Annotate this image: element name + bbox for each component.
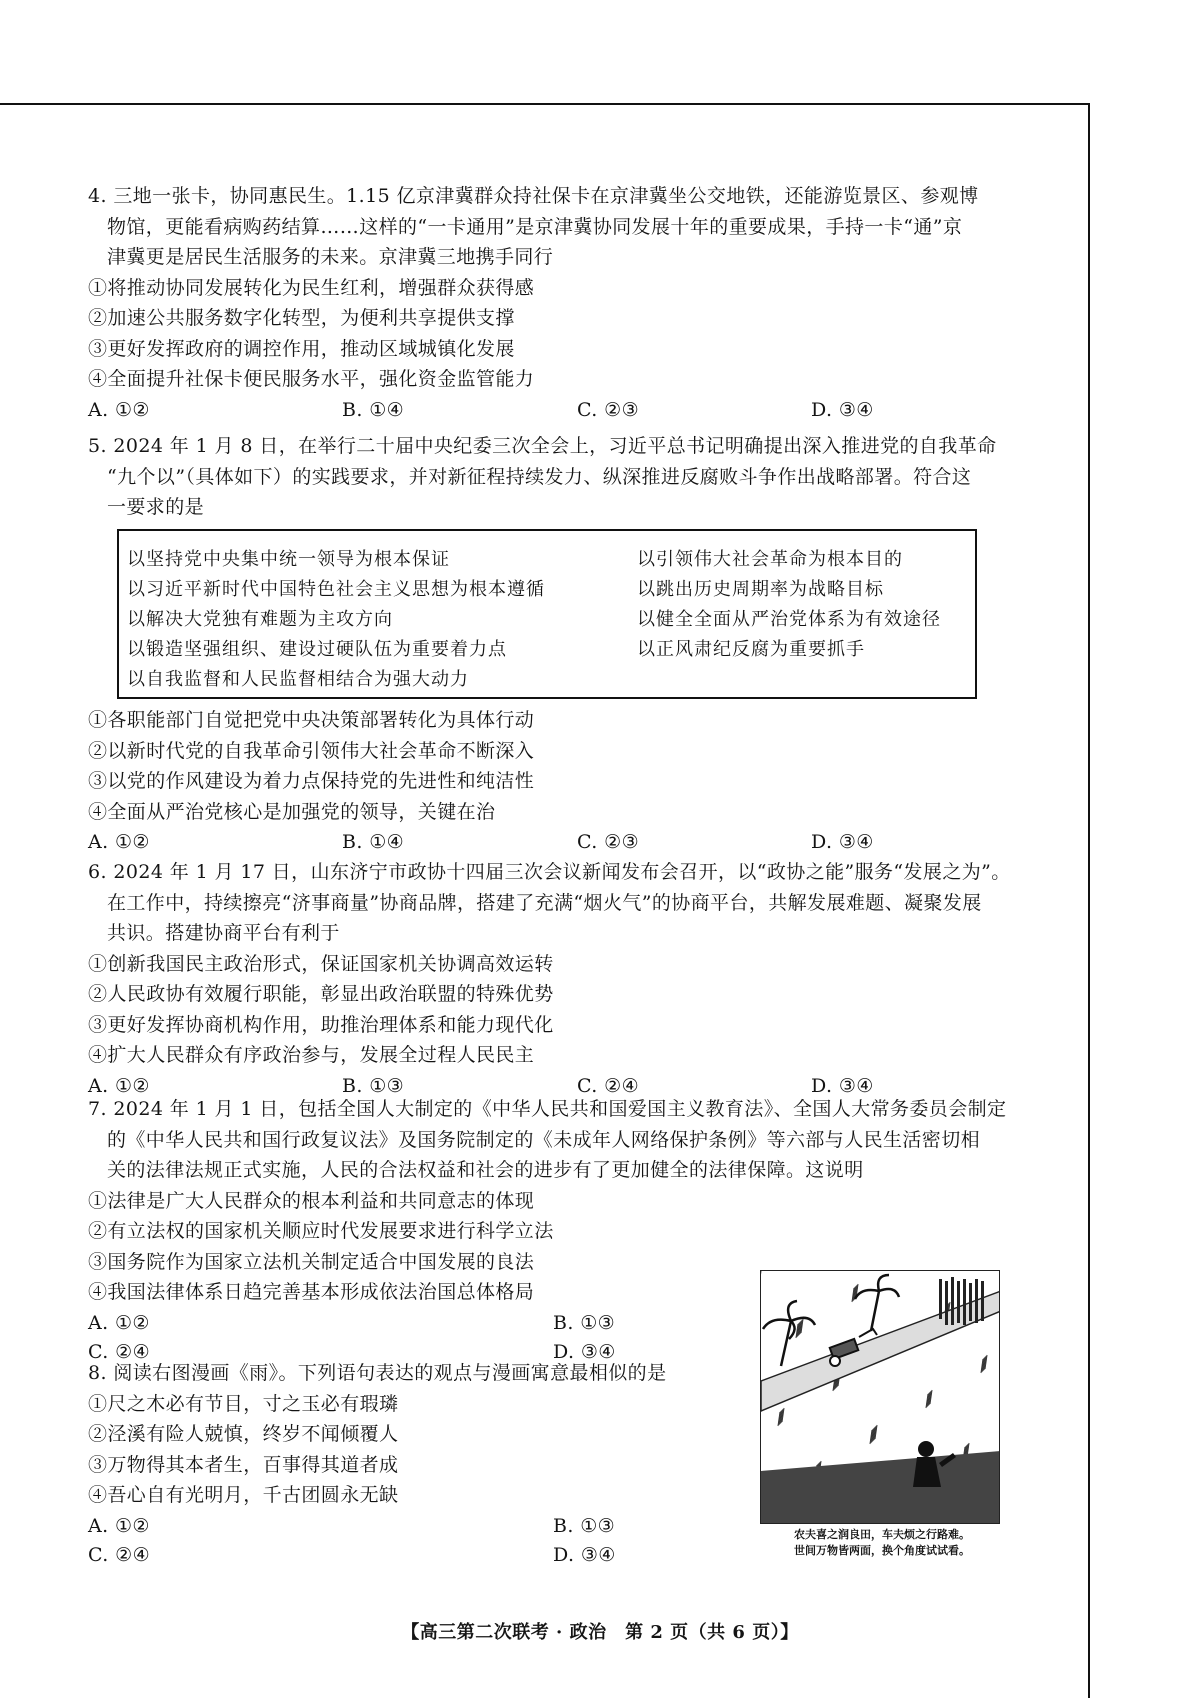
question-stem-line: 的《中华人民共和国行政复议法》及国务院制定的《未成年人网络保护条例》等六部与人民生活密切相 <box>107 1128 981 1151</box>
option-statement: ④我国法律体系日趋完善基本形成依法治国总体格局 <box>88 1281 535 1303</box>
box-item: 以跳出历史周期率为战略目标 <box>637 579 884 600</box>
choice-d: D. ③④ <box>553 1340 616 1363</box>
page-footer: 【高三第二次联考 · 政治 第 2 页（共 6 页）】 <box>401 1622 799 1643</box>
answer-choices <box>88 395 1048 425</box>
option-statement: ③以党的作风建设为着力点保持党的先进性和纯洁性 <box>88 770 535 792</box>
option-statement: ④吾心自有光明月，千古团圆永无缺 <box>88 1484 399 1506</box>
option-statement: ④全面提升社保卡便民服务水平，强化资金监管能力 <box>88 368 535 390</box>
box-item: 以解决大党独有难题为主攻方向 <box>127 609 393 630</box>
choice-a: A. ①② <box>88 1514 150 1537</box>
choice-a: A. ①② <box>88 831 150 853</box>
box-item: 以健全全面从严治党体系为有效途径 <box>637 609 941 630</box>
option-statement: ②泾溪有险人兢慎，终岁不闻倾覆人 <box>88 1423 399 1445</box>
option-statement: ②人民政协有效履行职能，彰显出政治联盟的特殊优势 <box>88 983 554 1005</box>
choice-d: D. ③④ <box>811 398 874 421</box>
choice-b: B. ①③ <box>553 1311 616 1334</box>
option-statement: ④全面从严治党核心是加强党的领导，关键在治 <box>88 800 496 823</box>
rain-cartoon-illustration <box>760 1270 1000 1524</box>
choice-c: C. ②④ <box>577 1074 640 1097</box>
option-statement: ③更好发挥协商机构作用，助推治理体系和能力现代化 <box>88 1013 554 1036</box>
question-5-options <box>88 705 1048 857</box>
rain-cartoon-drawing <box>761 1271 1000 1524</box>
choice-b: B. ①④ <box>342 398 405 421</box>
option-statement: ②有立法权的国家机关顺应时代发展要求进行科学立法 <box>88 1220 554 1242</box>
option-statement: ④扩大人民群众有序政治参与，发展全过程人民民主 <box>88 1044 535 1066</box>
option-statement: ①将推动协同发展转化为民生红利，增强群众获得感 <box>88 276 535 299</box>
choice-a: A. ①② <box>88 1074 150 1097</box>
choice-c: C. ②④ <box>88 1543 151 1566</box>
option-statement: ①各职能部门自觉把党中央决策部署转化为具体行动 <box>88 709 535 731</box>
box-item: 以习近平新时代中国特色社会主义思想为根本遵循 <box>127 579 545 600</box>
answer-choices <box>88 827 1048 857</box>
question-stem-line: “九个以”（具体如下）的实践要求，并对新征程持续发力、纵深推进反腐败斗争作出战略部署。符合这 <box>107 465 972 488</box>
choice-d: D. ③④ <box>811 1074 874 1097</box>
question-stem-line: 物馆，更能看病购药结算……这样的“一卡通用”是京津冀协同发展十年的重要成果，手持一卡“通”京 <box>107 215 963 238</box>
box-item: 以引领伟大社会革命为根本目的 <box>637 549 903 570</box>
choice-a: A. ①② <box>88 398 150 421</box>
choice-c: C. ②③ <box>577 398 640 421</box>
cartoon-caption <box>760 1527 1004 1559</box>
question-stem-line: 6. 2024 年 1 月 17 日，山东济宁市政协十四届三次会议新闻发布会召开，以“政协之能”服务“发展之为”。 <box>88 861 1011 883</box>
option-statement: ③更好发挥政府的调控作用，推动区域城镇化发展 <box>88 337 515 360</box>
question-4 <box>88 181 1048 425</box>
option-statement: ②加速公共服务数字化转型，为便利共享提供支撑 <box>88 307 515 329</box>
caption-line: 世间万物皆两面，换个角度试试看。 <box>794 1544 970 1557</box>
box-item: 以自我监督和人民监督相结合为强大动力 <box>127 669 469 690</box>
question-stem-line: 4. 三地一张卡，协同惠民生。1.15 亿京津冀群众持社保卡在京津冀坐公交地铁，还能游览景区、参观博 <box>88 185 979 207</box>
choice-c: C. ②③ <box>577 831 640 853</box>
box-item: 以锻造坚强组织、建设过硬队伍为重要着力点 <box>127 639 507 660</box>
choice-b: B. ①④ <box>342 831 405 853</box>
nine-requirements-box <box>117 529 977 699</box>
option-statement: ②以新时代党的自我革命引领伟大社会革命不断深入 <box>88 739 535 762</box>
option-statement: ①创新我国民主政治形式，保证国家机关协调高效运转 <box>88 952 554 975</box>
choice-b: B. ①③ <box>342 1074 405 1097</box>
question-stem-line: 共识。搭建协商平台有利于 <box>107 922 340 944</box>
question-stem-line: 在工作中，持续擦亮“济事商量”协商品牌，搭建了充满“烟火气”的协商平台，共解发展难题、凝聚发展 <box>107 891 982 914</box>
choice-b: B. ①③ <box>553 1514 616 1537</box>
question-stem-line: 津冀更是居民生活服务的未来。京津冀三地携手同行 <box>107 246 554 268</box>
option-statement: ①尺之木必有节目，寸之玉必有瑕璘 <box>88 1392 399 1415</box>
question-stem-line: 关的法律法规正式实施，人民的合法权益和社会的进步有了更加健全的法律保障。这说明 <box>107 1159 864 1181</box>
question-5 <box>88 431 1048 523</box>
question-stem-line: 5. 2024 年 1 月 8 日，在举行二十届中央纪委三次全会上，习近平总书记明确提出深入推进党的自我革命 <box>88 435 997 457</box>
option-statement: ③国务院作为国家立法机关制定适合中国发展的良法 <box>88 1250 535 1273</box>
choice-c: C. ②④ <box>88 1340 151 1363</box>
choice-d: D. ③④ <box>553 1543 616 1566</box>
option-statement: ③万物得其本者生，百事得其道者成 <box>88 1453 399 1476</box>
box-item: 以坚持党中央集中统一领导为根本保证 <box>127 549 450 570</box>
box-item: 以正风肃纪反腐为重要抓手 <box>637 639 865 660</box>
question-stem-line: 7. 2024 年 1 月 1 日，包括全国人大制定的《中华人民共和国爱国主义教育法》、全国人大常务委员会制定 <box>88 1098 1007 1120</box>
option-statement: ①法律是广大人民群众的根本利益和共同意志的体现 <box>88 1189 535 1212</box>
question-stem-line: 一要求的是 <box>107 496 205 518</box>
caption-line: 农夫喜之润良田，车夫烦之行路难。 <box>794 1528 970 1541</box>
choice-d: D. ③④ <box>811 831 874 853</box>
choice-a: A. ①② <box>88 1311 150 1334</box>
question-6 <box>88 857 1048 1101</box>
question-stem-line: 8. 阅读右图漫画《雨》。下列语句表达的观点与漫画寓意最相似的是 <box>88 1362 667 1384</box>
